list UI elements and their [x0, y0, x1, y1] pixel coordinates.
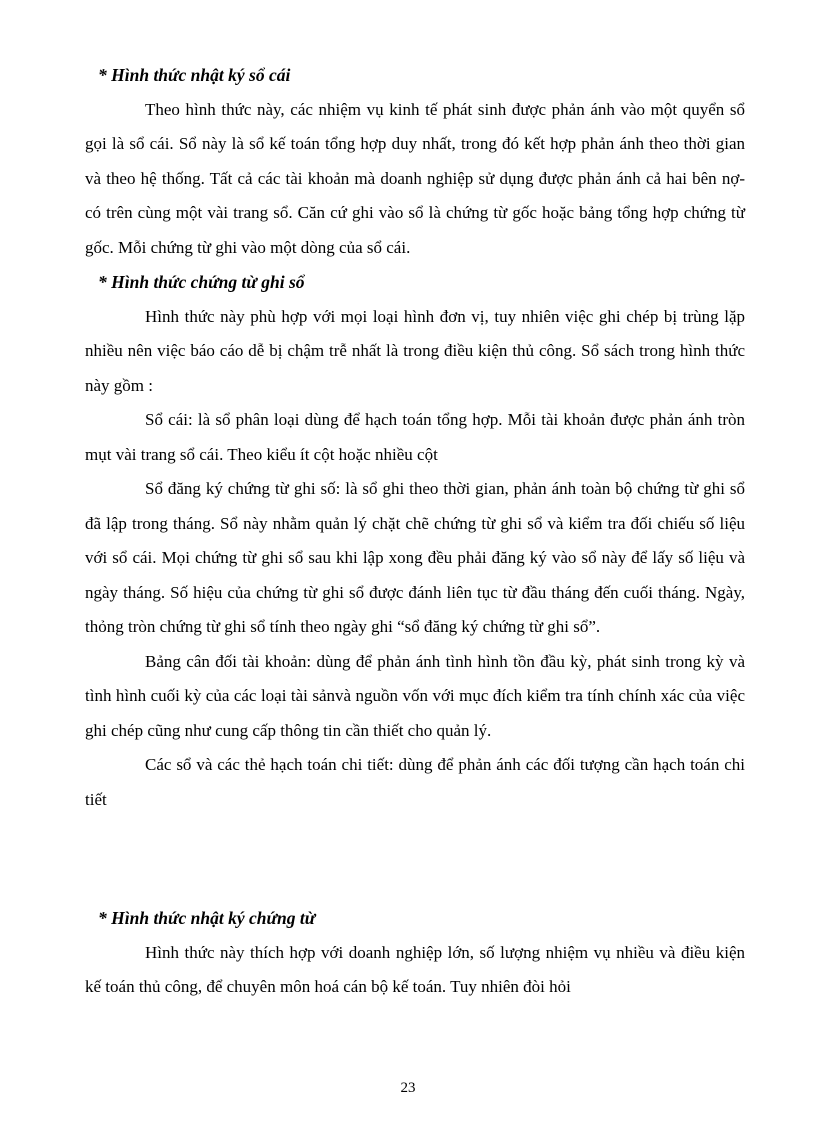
section-heading: * Hình thức nhật ký chứng từ — [98, 908, 316, 928]
paragraph: Sổ cái: là sổ phân loại dùng để hạch toán tổng hợp. Mỗi tài khoản được phản ánh tròn mụt vài trang sổ cái. Theo kiểu ít cột hoặc nhiều cột — [85, 410, 745, 464]
document-content — [85, 58, 745, 1005]
section-chung-tu-ghi-so — [85, 265, 745, 817]
paragraph: Theo hình thức này, các nhiệm vụ kinh tế phát sinh được phản ánh vào một quyển sổ gọi là sổ cái. Sổ này là sổ kế toán tổng hợp duy nhất, trong đó kết hợp phản ánh theo thời gian và theo hệ thống. Tất cả các tài khoản mà doanh nghiệp sử dụng được phản ánh cả hai bên nợ- có trên cùng một vài trang sổ. Căn cứ ghi vào sổ là chứng từ gốc hoặc bảng tổng hợp chứng từ gốc. Mỗi chứng từ ghi vào một dòng của sổ cái. — [85, 99, 745, 257]
section-heading: * Hình thức nhật ký sổ cái — [98, 65, 291, 85]
paragraph: Hình thức này phù hợp với mọi loại hình đơn vị, tuy nhiên việc ghi chép bị trùng lặp nhiều nên việc báo cáo dễ bị chậm trễ nhất là trong điều kiện thủ công. Sổ sách trong hình thức này gồm : — [85, 306, 745, 395]
paragraph: Sổ đăng ký chứng từ ghi số: là sổ ghi theo thời gian, phản ánh toàn bộ chứng từ ghi sổ đã lập trong tháng. Sổ này nhằm quản lý chặt chẽ chứng từ ghi sổ và kiểm tra đối chiếu số liệu với sổ cái. Mọi chứng từ ghi sổ sau khi lập xong đều phải đăng ký vào sổ này để lấy số liệu và ngày tháng. Số hiệu của chứng từ ghi sổ được đánh liên tục từ đầu tháng đến cuối tháng. Ngày, thỏng tròn chứng từ ghi sổ tính theo ngày ghi “sổ đăng ký chứng từ ghi sổ”. — [85, 479, 745, 636]
section-heading: * Hình thức chứng từ ghi sổ — [98, 272, 305, 292]
paragraph: Bảng cân đối tài khoản: dùng để phản ánh tình hình tồn đầu kỳ, phát sinh trong kỳ và tình hình cuối kỳ của các loại tài sảnvà nguồn vốn với mục đích kiểm tra tính chính xác của việc ghi chép cũng như cung cấp thông tin cần thiết cho quản lý. — [85, 651, 745, 740]
section-nhat-ky-so-cai — [85, 58, 745, 265]
paragraph: Hình thức này thích hợp với doanh nghiệp lớn, số lượng nhiệm vụ nhiều và điều kiện kế toán thủ công, để chuyên môn hoá cán bộ kế toán. Tuy nhiên đòi hỏi — [85, 942, 745, 996]
section-nhat-ky-chung-tu — [85, 901, 745, 1005]
paragraph: Các sổ và các thẻ hạch toán chi tiết: dùng để phản ánh các đối tượng cần hạch toán chi tiết — [85, 755, 745, 809]
page-number: 23 — [400, 1080, 416, 1096]
